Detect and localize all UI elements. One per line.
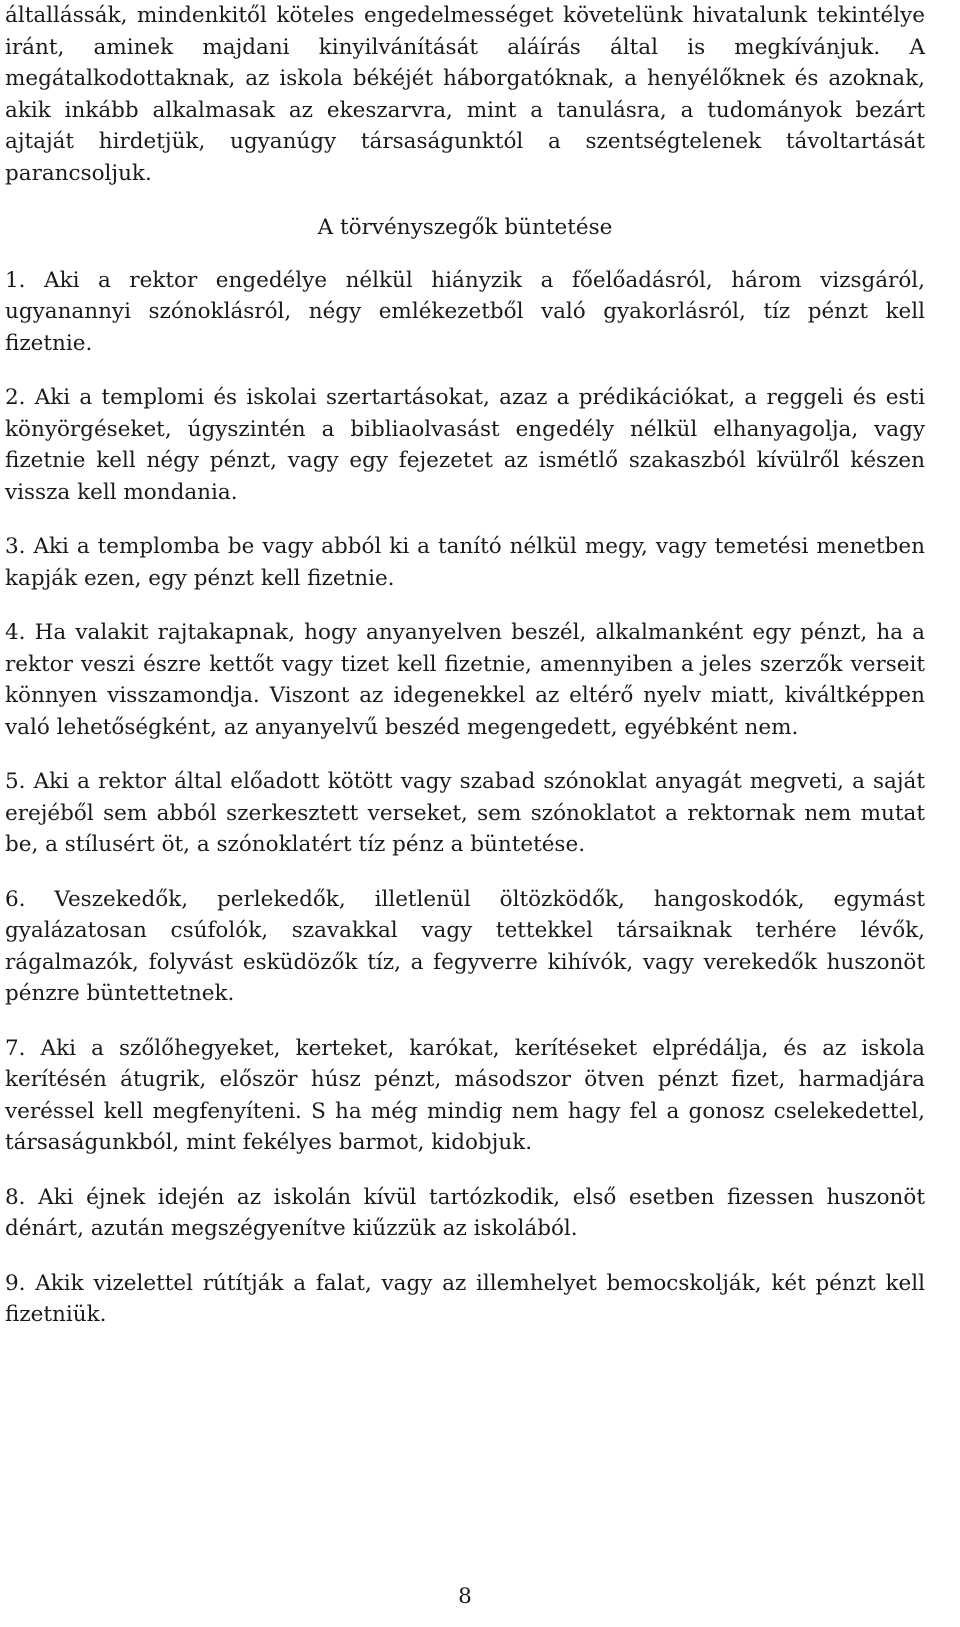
rule-paragraph-8: 8. Aki éjnek idején az iskolán kívül tartózkodik, első esetben fizessen huszonöt dénárt, azután megszégyenítve kiűzzük az iskolából. [5, 1184, 925, 1241]
rule-paragraph-5: 5. Aki a rektor által előadott kötött vagy szabad szónoklat anyagát megveti, a saját erejéből sem abból szerkesztett verseket, sem szónoklatot a rektornak nem mutat be, a stílusért öt, a szónoklatért tíz pénz a büntetése. [5, 769, 925, 857]
intro-paragraph: általlássák, mindenkitől köteles engedelmességet követelünk hivatalunk tekintélye iránt, aminek majdani kinyilvánítását aláírás által is megkívánjuk. A megátalkodottaknak, az iskola békéjét háborgatóknak, a henyélőknek és azoknak, akik inkább alkalmasak az ekeszarvra, mint a tanulásra, a tudományok bezárt ajtaját hirdetjük, ugyanúgy társaságunktól a szentségtelenek távoltartását parancsoljuk. [5, 3, 925, 186]
rule-paragraph-9: 9. Akik vizelettel rútítják a falat, vagy az illemhelyet bemocskolják, két pénzt kell fizetniük. [5, 1270, 925, 1327]
rule-paragraph-2: 2. Aki a templomi és iskolai szertartásokat, azaz a prédikációkat, a reggeli és esti könyörgéseket, úgyszintén a bibliaolvasást engedély nélkül elhanyagolja, vagy fizetnie kell négy pénzt, vagy egy fejezetet az ismétlő szakaszból kívülről készen vissza kell mondania. [5, 385, 925, 505]
rule-paragraph-7: 7. Aki a szőlőhegyeket, kerteket, karókat, kerítéseket elprédálja, és az iskola kerítésén átugrik, először húsz pénzt, másodszor ötven pénzt fizet, harmadjára veréssel kell megfenyíteni. S ha még mindig nem hagy fel a gonosz cselekedettel, társaságunkból, mint fekélyes barmot, kidobjuk. [5, 1035, 925, 1155]
section-heading: A törvényszegők büntetése [317, 215, 613, 240]
rule-paragraph-1: 1. Aki a rektor engedélye nélkül hiányzik a főelőadásról, három vizsgáról, ugyanannyi szónoklásról, négy emlékezetből való gyakorlásról, tíz pénzt kell fizetnie. [5, 267, 925, 356]
page-number: 8 [458, 1584, 472, 1609]
rule-paragraph-4: 4. Ha valakit rajtakapnak, hogy anyanyelven beszél, alkalmanként egy pénzt, ha a rektor veszi észre kettőt vagy tizet kell fizetnie, amennyiben a jeles szerzők verseit könnyen visszamondja. Viszont az idegenekkel az eltérő nyelv miatt, kiváltképpen való lehetőségként, az anyanyelvű beszéd megengedett, egyébként nem. [5, 620, 925, 740]
document-page [5, 0, 925, 1354]
rule-paragraph-6: 6. Veszekedők, perlekedők, illetlenül öltözködők, hangoskodók, egymást gyalázatosan csúfolók, szavakkal vagy tettekkel társaiknak terhére lévők, rágalmazók, folyvást esküdözők tíz, a fegyverre kihívók, vagy verekedők huszonöt pénzre büntettetnek. [5, 886, 925, 1006]
rule-paragraph-3: 3. Aki a templomba be vagy abból ki a tanító nélkül megy, vagy temetési menetben kapják ezen, egy pénzt kell fizetnie. [5, 534, 925, 591]
